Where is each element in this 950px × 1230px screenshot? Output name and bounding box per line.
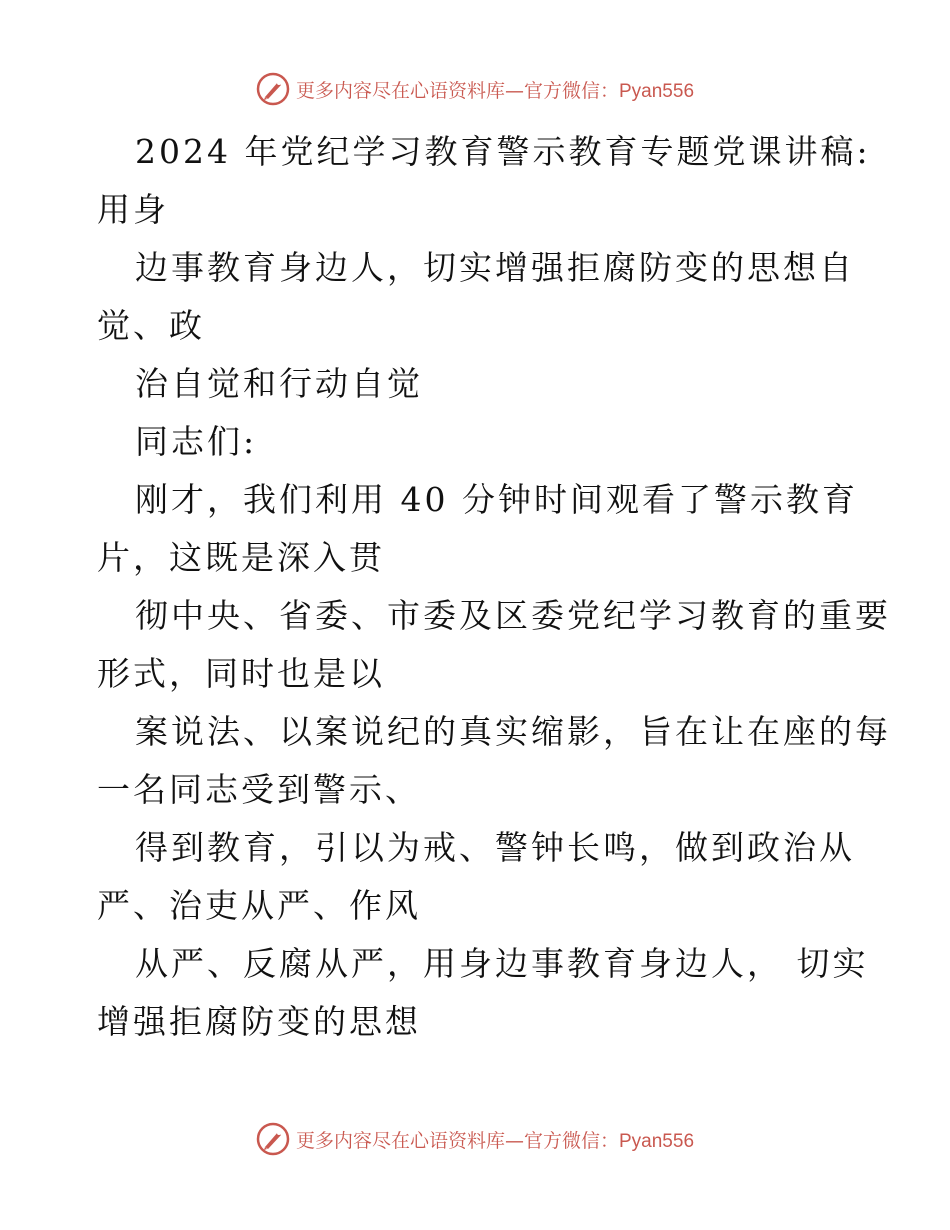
pen-logo-icon: [256, 1122, 290, 1156]
text-line: 形式，同时也是以: [97, 654, 385, 693]
text-line: 得到教育，引以为戒、警钟长鸣，做到政治从: [135, 828, 855, 867]
text-line: 刚才，我们利用 40 分钟时间观看了警示教育: [135, 480, 858, 519]
text-line: 从严、反腐从严，用身边事教育身边人， 切实: [135, 944, 869, 983]
text-line: 案说法、以案说纪的真实缩影，旨在让在座的每: [135, 712, 891, 751]
text-line: 用身: [97, 190, 169, 229]
watermark-wechat-id: Pyan556: [619, 1130, 695, 1152]
watermark-label: 更多内容尽在心语资料库—官方微信：: [295, 79, 619, 102]
text-line: 彻中央、省委、市委及区委党纪学习教育的重要: [135, 596, 891, 635]
text-line: 治自觉和行动自觉: [135, 364, 423, 403]
watermark-wechat-id: Pyan556: [619, 80, 695, 102]
text-line: 严、治吏从严、作风: [97, 886, 421, 925]
watermark-label: 更多内容尽在心语资料库—官方微信：: [295, 1129, 619, 1152]
salutation: 同志们:: [135, 422, 258, 461]
document-body: [97, 123, 891, 1051]
pen-logo-icon: [256, 72, 290, 106]
text-line: 2024 年党纪学习教育警示教育专题党课讲稿:: [135, 132, 871, 171]
watermark-text: [296, 76, 694, 103]
footer-watermark: [0, 1122, 950, 1156]
watermark-text: [296, 1126, 694, 1153]
text-line: 边事教育身边人，切实增强拒腐防变的思想自: [135, 248, 855, 287]
text-line: 一名同志受到警示、: [97, 770, 421, 809]
text-line: 增强拒腐防变的思想: [97, 1002, 421, 1041]
text-line: 片，这既是深入贯: [97, 538, 385, 577]
text-line: 觉、政: [97, 306, 205, 345]
header-watermark: [0, 72, 950, 106]
